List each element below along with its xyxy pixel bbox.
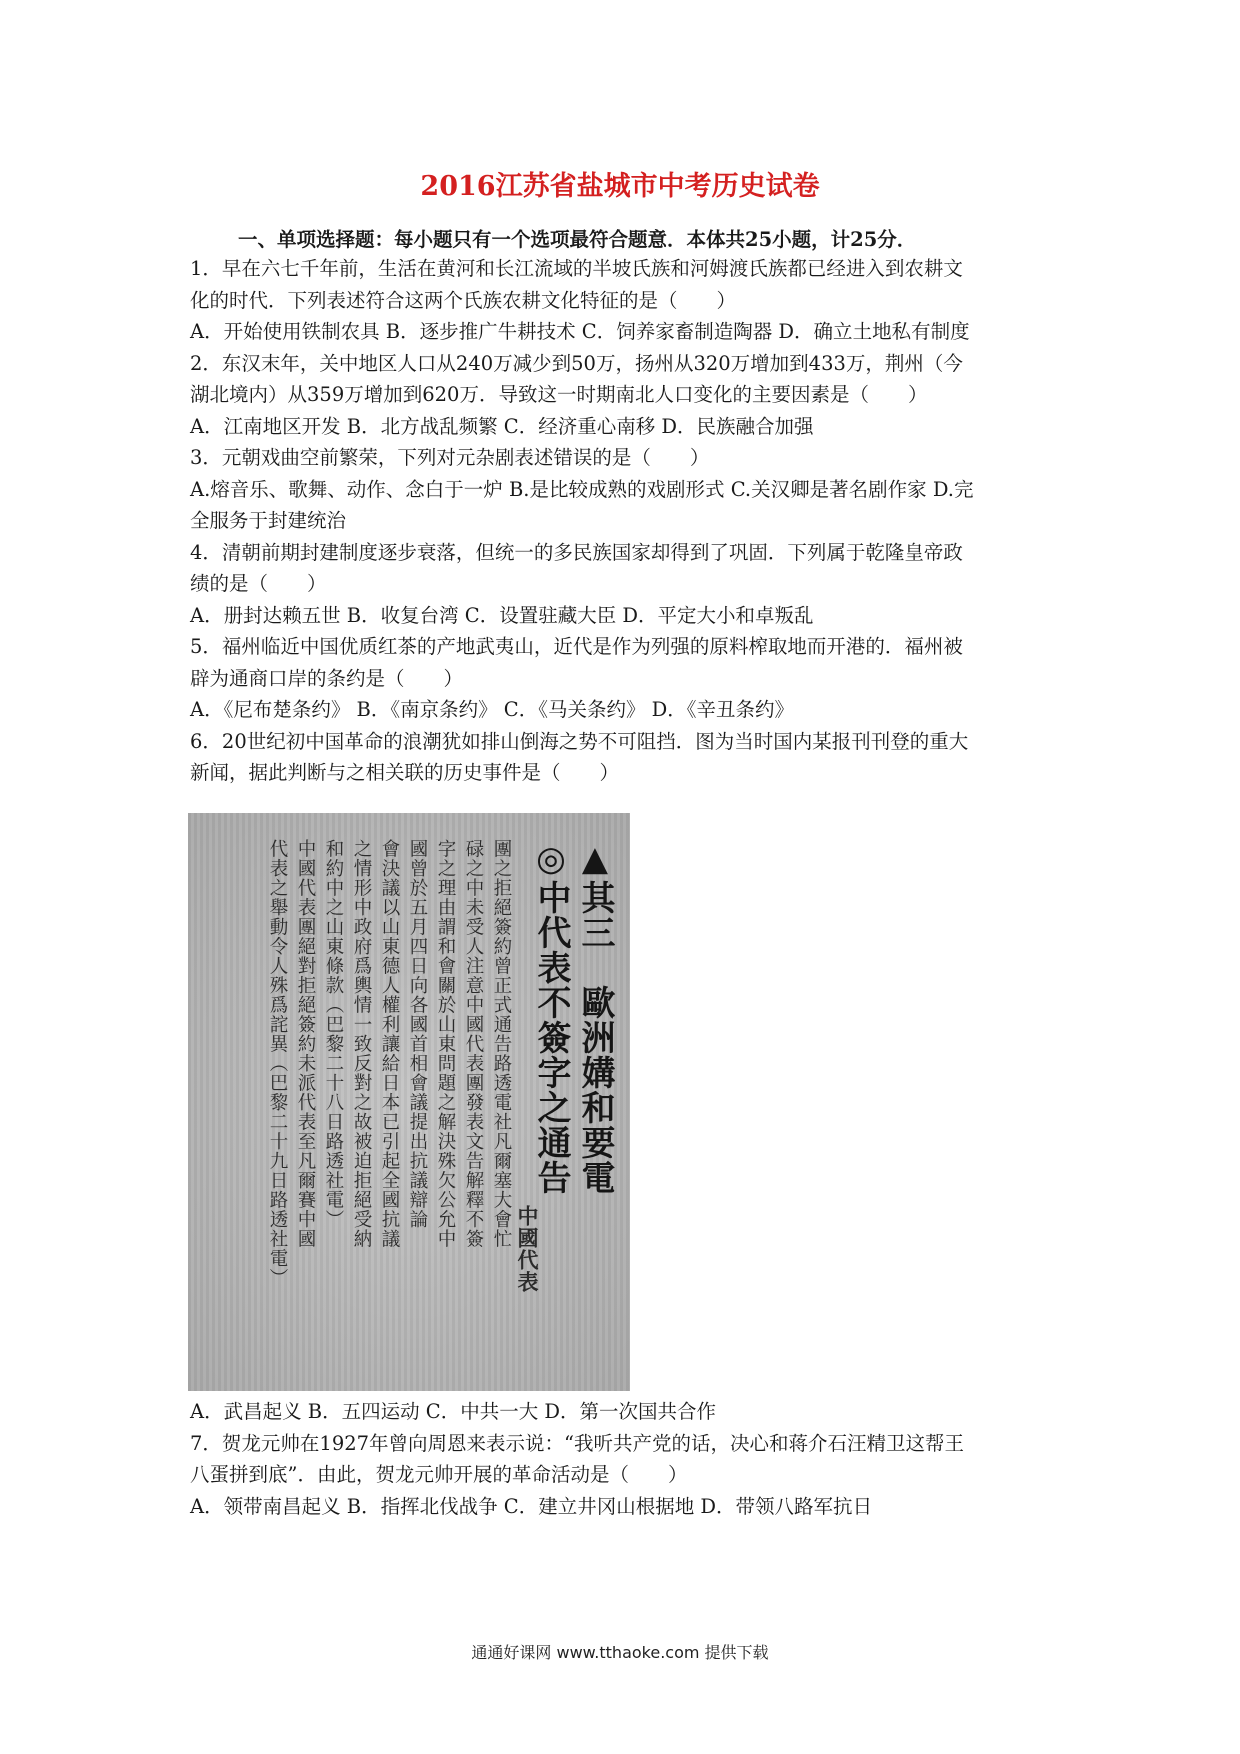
newspaper-subheadline: ◎中代表不簽字之通告 — [531, 839, 571, 1195]
question-line: 5．福州临近中国优质红茶的产地武夷山，近代是作为列强的原料榨取地而开港的．福州被 — [190, 635, 963, 658]
newspaper-column: 團之拒絕簽約曾正式通告路透電社凡爾塞大會忙 — [491, 839, 512, 1249]
question-options: A.熔音乐、歌舞、动作、念白于一炉 B.是比较成熟的戏剧形式 C.关汉卿是著名剧作家 D.完 — [190, 477, 974, 501]
question-line: 3．元朝戏曲空前繁荣，下列对元杂剧表述错误的是（ ） — [190, 446, 710, 469]
question-options: A．《尼布楚条约》 B．《南京条约》 C．《马关条约》 D．《辛丑条约》 — [190, 698, 795, 721]
question-line: 化的时代．下列表述符合这两个氏族农耕文化特征的是（ ） — [190, 288, 737, 312]
newspaper-column: 國曾於五月四日向各國首相會議提出抗議辯論 — [407, 839, 428, 1229]
newspaper-column: 中國代表團絕對拒絕簽約未派代表至凡爾賽中國 — [295, 839, 316, 1249]
question-options: 全服务于封建统治 — [190, 509, 347, 532]
questions-lower — [190, 1396, 1060, 1522]
newspaper-column: 碌之中未受人注意中國代表團發表文告解釋不簽 — [463, 839, 484, 1249]
newspaper-headline: ▲其三 歐洲媾和要電 — [575, 839, 615, 1195]
question-line: 新闻，据此判断与之相关联的历史事件是（ ） — [190, 761, 620, 784]
question-options: A．江南地区开发 B．北方战乱频繁 C．经济重心南移 D．民族融合加强 — [190, 414, 814, 438]
question-line: 7．贺龙元帅在1927年曾向周恩来表示说：“我听共产党的话，决心和蒋介石汪精卫这帮王 — [190, 1431, 965, 1455]
question-line: 6．20世纪初中国革命的浪潮犹如排山倒海之势不可阻挡．图为当时国内某报刊刊登的重大 — [190, 729, 969, 753]
newspaper-column: 和約中之山東條款（巴黎二十八日路透社電） — [323, 839, 344, 1229]
newspaper-column: 代表之舉動令人殊爲詫異（巴黎二十九日路透社電） — [267, 839, 288, 1288]
question-options: A．领带南昌起义 B．指挥北伐战争 C．建立井冈山根据地 D．带领八路军抗日 — [190, 1494, 873, 1518]
question-line: 2．东汉末年，关中地区人口从240万减少到50万，扬州从320万增加到433万，荆州（今 — [190, 351, 963, 375]
newspaper-column: 字之理由謂和會關於山東問題之解決殊欠公允中 — [435, 839, 456, 1249]
page-title: 2016江苏省盐城市中考历史试卷 — [420, 171, 820, 202]
question-line: 辟为通商口岸的条约是（ ） — [190, 666, 464, 690]
question-line: 八蛋拼到底”．由此，贺龙元帅开展的革命活动是（ ） — [190, 1463, 688, 1486]
newspaper-side-label: 中國代表 — [515, 1205, 540, 1293]
section-heading: 一、单项选择题：每小题只有一个选项最符合题意．本体共25小题，计25分． — [238, 228, 917, 251]
page-footer: 通通好课网 www.tthaoke.com 提供下载 — [471, 1643, 769, 1662]
newspaper-clipping-image — [188, 813, 630, 1391]
question-line: 湖北境内）从359万增加到620万．导致这一时期南北人口变化的主要因素是（ ） — [190, 383, 928, 406]
question-line: 1．早在六七千年前，生活在黄河和长江流域的半坡氏族和河姆渡氏族都已经进入到农耕文 — [190, 257, 963, 280]
question-options: A．开始使用铁制农具 B．逐步推广牛耕技术 C．饲养家畜制造陶器 D．确立土地私有制度 — [190, 320, 970, 343]
newspaper-column: 會決議以山東德人權利讓給日本已引起全國抗議 — [379, 839, 400, 1249]
question-line: 绩的是（ ） — [190, 572, 327, 595]
question-options: A．武昌起义 B．五四运动 C．中共一大 D．第一次国共合作 — [190, 1400, 717, 1423]
newspaper-column: 之情形中政府爲輿情一致反對之故被迫拒絕受納 — [351, 839, 372, 1249]
questions-upper — [190, 253, 1060, 789]
question-options: A．册封达赖五世 B．收复台湾 C．设置驻藏大臣 D．平定大小和卓叛乱 — [190, 603, 814, 627]
question-line: 4．清朝前期封建制度逐步衰落，但统一的多民族国家却得到了巩固．下列属于乾隆皇帝政 — [190, 540, 963, 564]
